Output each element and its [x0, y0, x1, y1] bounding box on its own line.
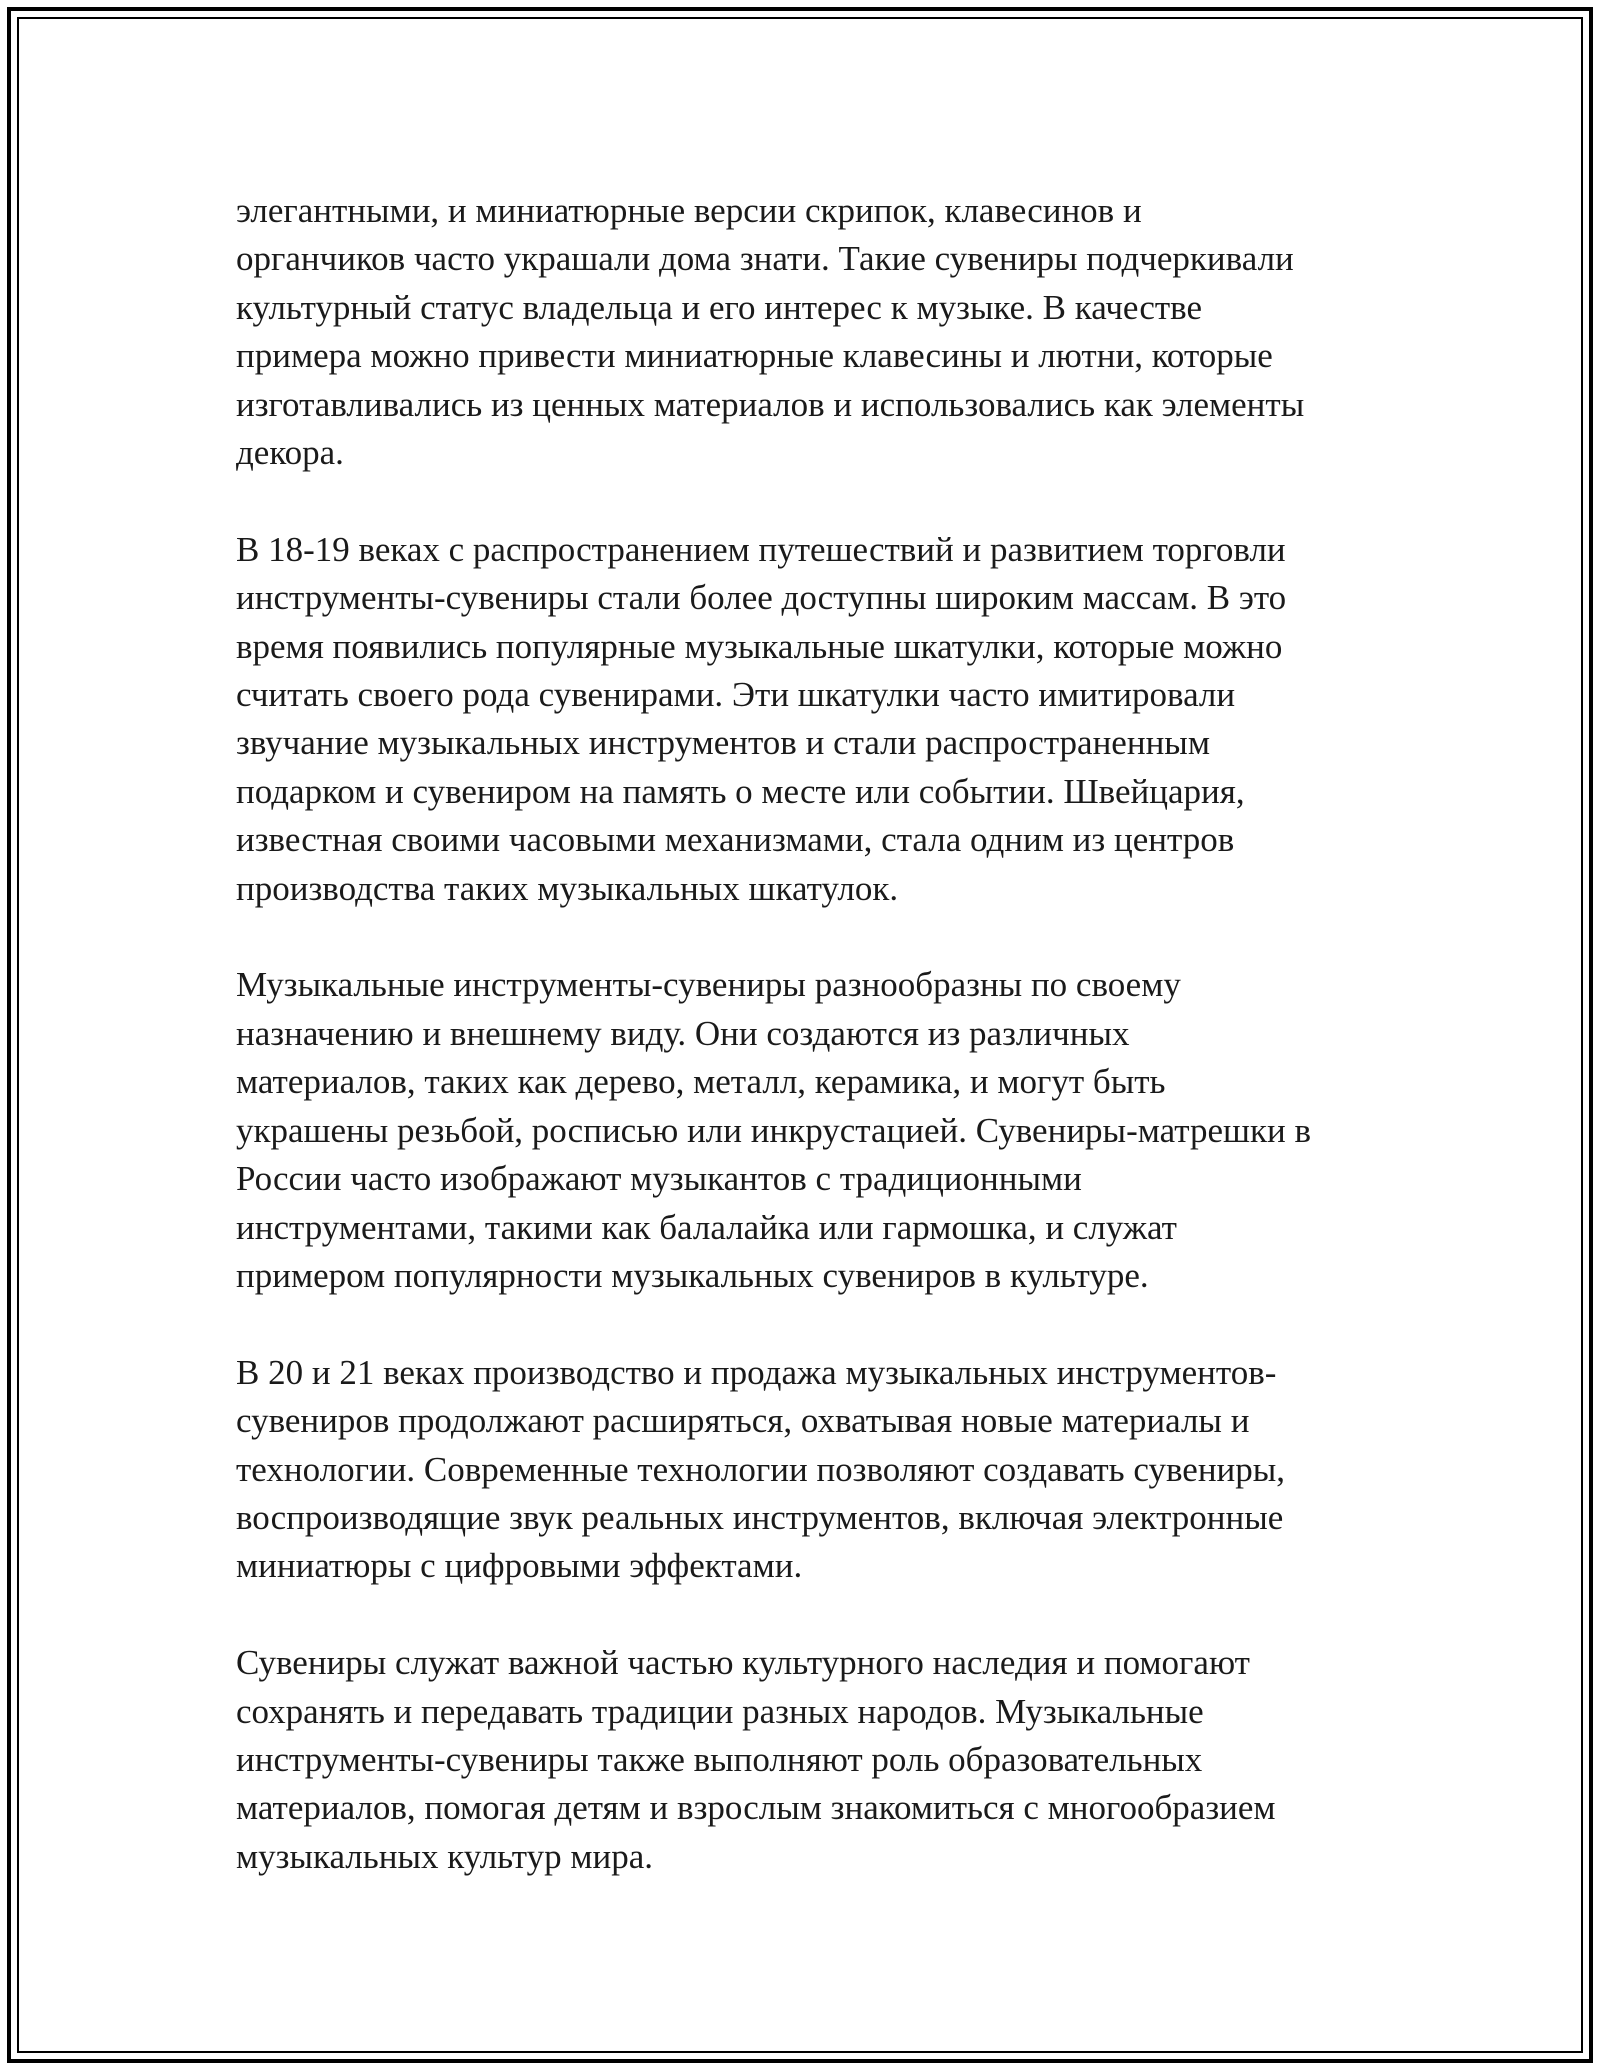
paragraph [236, 961, 1396, 1300]
text-line: В 18-19 веках с распространением путешествий и развитием торговли [236, 529, 1286, 569]
text-line: органчиков часто украшали дома знати. Такие сувениры подчеркивали [236, 239, 1294, 279]
paragraph [236, 1639, 1396, 1881]
text-line: изготавливались из ценных материалов и использовались как элементы [236, 384, 1305, 424]
text-line: технологии. Современные технологии позволяют создавать сувениры, [236, 1449, 1286, 1489]
document-body [236, 187, 1396, 1930]
text-line: инструменты-сувениры стали более доступны широким массам. В это [236, 578, 1287, 618]
paragraph [236, 1349, 1396, 1591]
text-line: время появились популярные музыкальные шкатулки, которые можно [236, 626, 1283, 666]
text-line: России часто изображают музыкантов с традиционными [236, 1159, 1082, 1199]
text-line: примера можно привести миниатюрные клавесины и лютни, которые [236, 336, 1273, 376]
text-line: известная своими часовыми механизмами, стала одним из центров [236, 820, 1235, 860]
text-line: сохранять и передавать традиции разных народов. Музыкальные [236, 1691, 1204, 1731]
paragraph [236, 187, 1396, 477]
text-line: производства таких музыкальных шкатулок. [236, 868, 899, 908]
text-line: Музыкальные инструменты-сувениры разнообразны по своему [236, 965, 1181, 1005]
text-line: считать своего рода сувенирами. Эти шкатулки часто имитировали [236, 675, 1236, 715]
text-line: инструментами, такими как балалайка или гармошка, и служат [236, 1207, 1177, 1247]
text-line: Сувениры служат важной частью культурного наследия и помогают [236, 1643, 1250, 1683]
text-line: звучание музыкальных инструментов и стали распространенным [236, 723, 1210, 763]
text-line: подарком и сувениром на память о месте или событии. Швейцария, [236, 771, 1245, 811]
text-line: инструменты-сувениры также выполняют роль образовательных [236, 1739, 1203, 1779]
text-line: сувениров продолжают расширяться, охватывая новые материалы и [236, 1401, 1250, 1441]
text-line: украшены резьбой, росписью или инкрустацией. Сувениры-матрешки в [236, 1110, 1311, 1150]
paragraph [236, 526, 1396, 913]
text-line: декора. [236, 433, 344, 473]
text-line: миниатюры с цифровыми эффектами. [236, 1546, 803, 1586]
text-line: материалов, помогая детям и взрослым знакомиться с многообразием [236, 1788, 1276, 1828]
text-line: воспроизводящие звук реальных инструментов, включая электронные [236, 1497, 1284, 1537]
text-line: культурный статус владельца и его интерес к музыке. В качестве [236, 287, 1203, 327]
text-line: материалов, таких как дерево, металл, керамика, и могут быть [236, 1062, 1166, 1102]
text-line: примером популярности музыкальных сувениров в культуре. [236, 1255, 1149, 1295]
text-line: музыкальных культур мира. [236, 1836, 654, 1876]
text-line: В 20 и 21 веках производство и продажа музыкальных инструментов- [236, 1352, 1277, 1392]
text-line: назначению и внешнему виду. Они создаются из различных [236, 1013, 1130, 1053]
text-line: элегантными, и миниатюрные версии скрипок, клавесинов и [236, 191, 1142, 230]
